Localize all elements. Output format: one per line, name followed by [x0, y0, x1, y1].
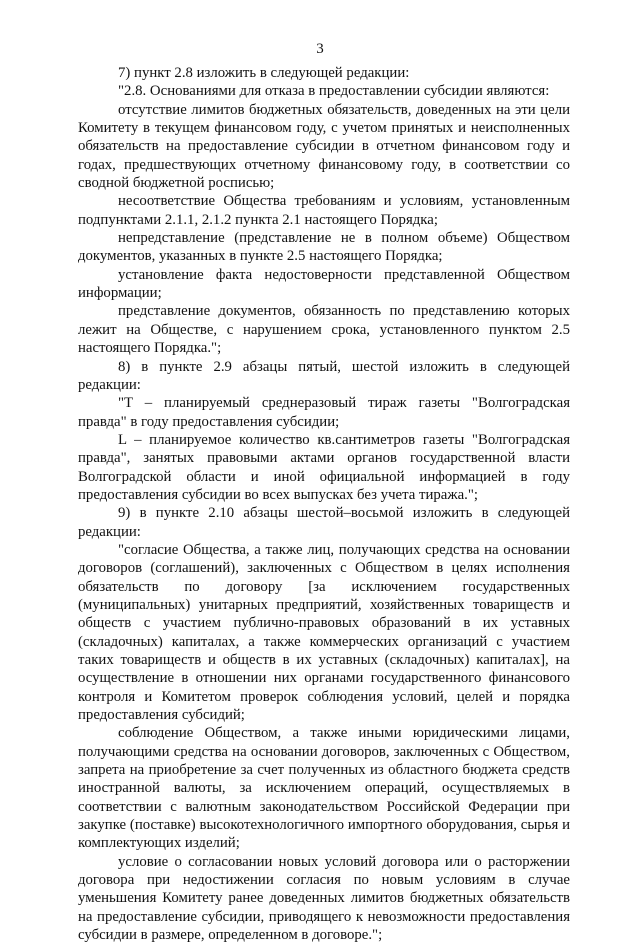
paragraph-2-8-intro: "2.8. Основаниями для отказа в предоставлении субсидии являются:	[118, 83, 550, 100]
paragraph-false-information: установление факта недостоверности представленной Обществом информации;	[78, 266, 570, 302]
paragraph-noncompliance: несоответствие Общества требованиям и условиям, установленным подпунктами 2.1.1, 2.1.2 пункта 2.1 настоящего Порядка;	[78, 193, 570, 228]
document-body	[78, 64, 570, 945]
paragraph-item-7-heading: 7) пункт 2.8 изложить в следующей редакции:	[118, 65, 410, 81]
paragraph-contract-terms: условие о согласовании новых условий договора или о расторжении договора при недостижении согласия по новым условиям в случае уменьшения Комитету ранее доведенных лимитов бюджетных обязательств на предоставление субсидии, приводящего к невозможности предоставления субсидии в размере, определенном в договоре.";	[78, 853, 570, 944]
paragraph-item-9-heading: 9) в пункте 2.10 абзацы шестой–восьмой изложить в следующей редакции:	[78, 505, 570, 540]
paragraph-consent: "согласие Общества, а также лиц, получающих средства на основании договоров (соглашений), заключенных с Обществом в целях исполнения обязательств по договору [за исключением государственных (муниципальных) унитарных предприятий, хозяйственных товариществ и обществ с участием публично-правовых образований в их уставных (складочных) капиталах, а также коммерческих организаций с участием таких товариществ и обществ в их уставных (складочных) капиталах], на осуществление в отношении них органами государственного финансового контроля и Комитетом проверок соблюдения условий, целей и порядка предоставления субсидий;	[78, 541, 570, 724]
paragraph-nonsubmission: непредставление (представление не в полном объеме) Обществом документов, указанных в пункте 2.5 настоящего Порядка;	[78, 230, 570, 265]
paragraph-late-submission: представление документов, обязанность по представлению которых лежит на Обществе, с нарушением срока, установленного пунктом 2.5 настоящего Порядка.";	[78, 303, 570, 357]
paragraph-currency-ban: соблюдение Обществом, а также иными юридическими лицами, получающими средства на основании договоров, заключенных с Обществом, запрета на приобретение за счет полученных из областного бюджета средств иностранной валюты, за исключением операций, осуществляемых в соответствии с валютным законодательством Российской Федерации при закупке (поставке) высокотехнологичного импортного оборудования, сырья и комплектующих изделий;	[78, 725, 570, 852]
paragraph-definition-t: "T – планируемый среднеразовый тираж газеты "Волгоградская правда" в году предоставления субсидии;	[78, 395, 570, 430]
paragraph-no-limits: отсутствие лимитов бюджетных обязательств, доведенных на эти цели Комитету в текущем финансовом году, с учетом принятых и неисполненных обязательств на предоставление субсидии в отчетном финансовом году и годах, предшествующих отчетному финансовому году, в соответствии со сводной бюджетной росписью;	[78, 101, 570, 192]
paragraph-definition-l: L – планируемое количество кв.сантиметров газеты "Волгоградская правда", занятых правовыми актами органов государственной власти Волгоградской области и иной официальной информацией в году предоставления субсидии во всех выпусках без учета тиража.";	[78, 431, 570, 503]
page-number: 3	[316, 41, 324, 57]
paragraph-item-8-heading: 8) в пункте 2.9 абзацы пятый, шестой изложить в следующей редакции:	[78, 358, 570, 393]
